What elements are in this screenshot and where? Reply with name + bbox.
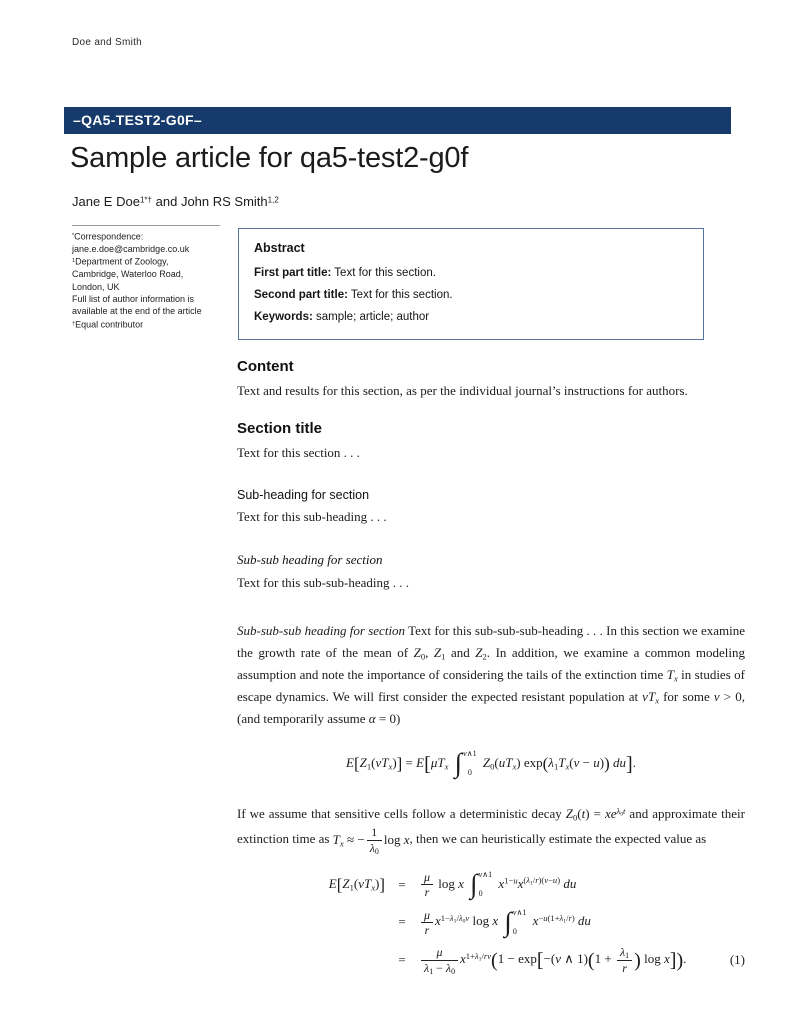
- section-heading: Content: [237, 358, 294, 375]
- sidebar-line: Full list of author information is: [72, 294, 195, 305]
- journal-banner: –QA5-TEST2-G0F–: [64, 107, 731, 134]
- math-expression: $\frac{\mu}{r}$ $x^{1-\lambda 1/\lambda 0v}$ log x ∫ v∧1 0 $x^{-u(1+\lambda 1/r)}$ du: [419, 913, 591, 928]
- sidebar-line: $^1$Department of Zoology,: [72, 256, 169, 267]
- sidebar-divider: [72, 225, 220, 226]
- math-expression: Z0: [413, 645, 426, 662]
- abstract-row: Second part title: Text for this section.: [254, 289, 453, 301]
- correspondence-block: [72, 230, 232, 331]
- sidebar-line: jane.e.doe@cambridge.co.uk: [72, 243, 190, 254]
- equation-number: (1): [729, 952, 745, 968]
- math-expression: $\frac{\mu}{\lambda 1 - \lambda 0}$ $x^{1+\lambda 1/rv}(1 - \exp[-(v$ ∧ 1)(1 + $\frac{\lambda 1}{r}$ ) log x]).: [419, 951, 686, 966]
- paragraph: If we assume that sensitive cells follow a deterministic decay $Z0(t) = xe^{\lambda 0t}$ and approximate their extinction time as Tx ≈ − $\frac{1}{\lambda 0}$ log x, then we can heuristically estimate the expected value as: [237, 805, 745, 856]
- paragraph: Text for this sub-sub-heading . . .: [237, 575, 410, 590]
- math-expression: vTx: [642, 689, 659, 706]
- math-expression: $Z0(t) = xe^{\lambda 0t}$: [565, 805, 626, 823]
- math-expression: Tx ≈ − $\frac{1}{\lambda 0}$ log x: [332, 825, 410, 856]
- sidebar-line: †Equal contributor: [72, 319, 144, 330]
- math-expression: Z2: [475, 645, 487, 662]
- article-title: Sample article for qa5-test2-g0f: [70, 142, 469, 174]
- sidebar-line: Cambridge, Waterloo Road,: [72, 269, 184, 280]
- paragraph: Sub-sub-sub heading for section Text for this sub-sub-sub-heading . . . In this section we examine the growth rate of the mean of Z0, Z1 and Z2. In addition, we examine a common modeling assumption and note the importance of considering the tails of the extinction time Tx in studies of escape dynamics. We will first consider the expected resistant population at vTx for some v > 0, (and temporarily assume α = 0): [237, 623, 745, 726]
- equation-row: E[Z1(vTx)] = $\frac{\mu}{r}$ log x ∫ v∧1 0 $x^{1-u}x^{(\lambda 1/r)(v-u)}$ du: [328, 869, 577, 900]
- sidebar-line: London, UK: [72, 281, 120, 292]
- running-head: Doe and Smith: [72, 37, 143, 48]
- math-expression: E[Z1(vTx)]: [328, 874, 385, 894]
- math-expression: $\frac{\mu}{r}$ log x ∫ v∧1 0 $x^{1-u}x^{(\lambda 1/r)(v-u)}$ du: [419, 876, 576, 891]
- math-expression: α = 0: [368, 711, 396, 726]
- equation-row: = $\frac{\mu}{r}$ $x^{1-\lambda 1/\lambda 0v}$ log x ∫ v∧1 0 $x^{-u(1+\lambda 1/r)}$ du: [398, 906, 591, 937]
- abstract-heading: Abstract: [254, 241, 305, 255]
- abstract-row: Keywords: sample; article; author: [254, 311, 430, 323]
- math-expression: v > 0: [713, 689, 742, 704]
- section-heading: Sub-heading for section: [237, 488, 370, 502]
- paragraph: Text for this section . . .: [237, 445, 360, 460]
- math-expression: Tx: [666, 667, 678, 684]
- section-heading: Sub-sub heading for section: [237, 552, 383, 567]
- equation-array: [237, 870, 745, 976]
- authors-line: Jane E Doe$^{1*\dagger}$ and John RS Smith$^{1,2}$: [72, 194, 279, 209]
- main-content: [237, 358, 745, 984]
- display-equation: [237, 750, 745, 777]
- math-expression: Z1: [433, 645, 446, 662]
- abstract-row: First part title: Text for this section.: [254, 267, 436, 279]
- math-expression: E[Z1(vTx)] = E[μTx ∫ v∧1 0 Z0(uTx) exp(λ1Tx(v − u)) du].: [346, 748, 636, 779]
- section-heading: Section title: [237, 420, 323, 437]
- sidebar-line: *Correspondence:: [72, 231, 144, 242]
- sidebar-line: available at the end of the article: [72, 306, 202, 317]
- abstract-rows: [254, 262, 688, 328]
- equation-row: = $\frac{\mu}{\lambda 1 - \lambda 0}$ $x^{1+\lambda 1/rv}(1 - \exp[-(v$ ∧ 1)(1 + $\frac{\lambda 1}{r}$ ) log x]). (1): [398, 945, 745, 976]
- abstract-box: [238, 228, 704, 340]
- paragraph: Text for this sub-heading . . .: [237, 509, 387, 524]
- paragraph: Text and results for this section, as per the individual journal’s instructions for authors.: [237, 383, 688, 398]
